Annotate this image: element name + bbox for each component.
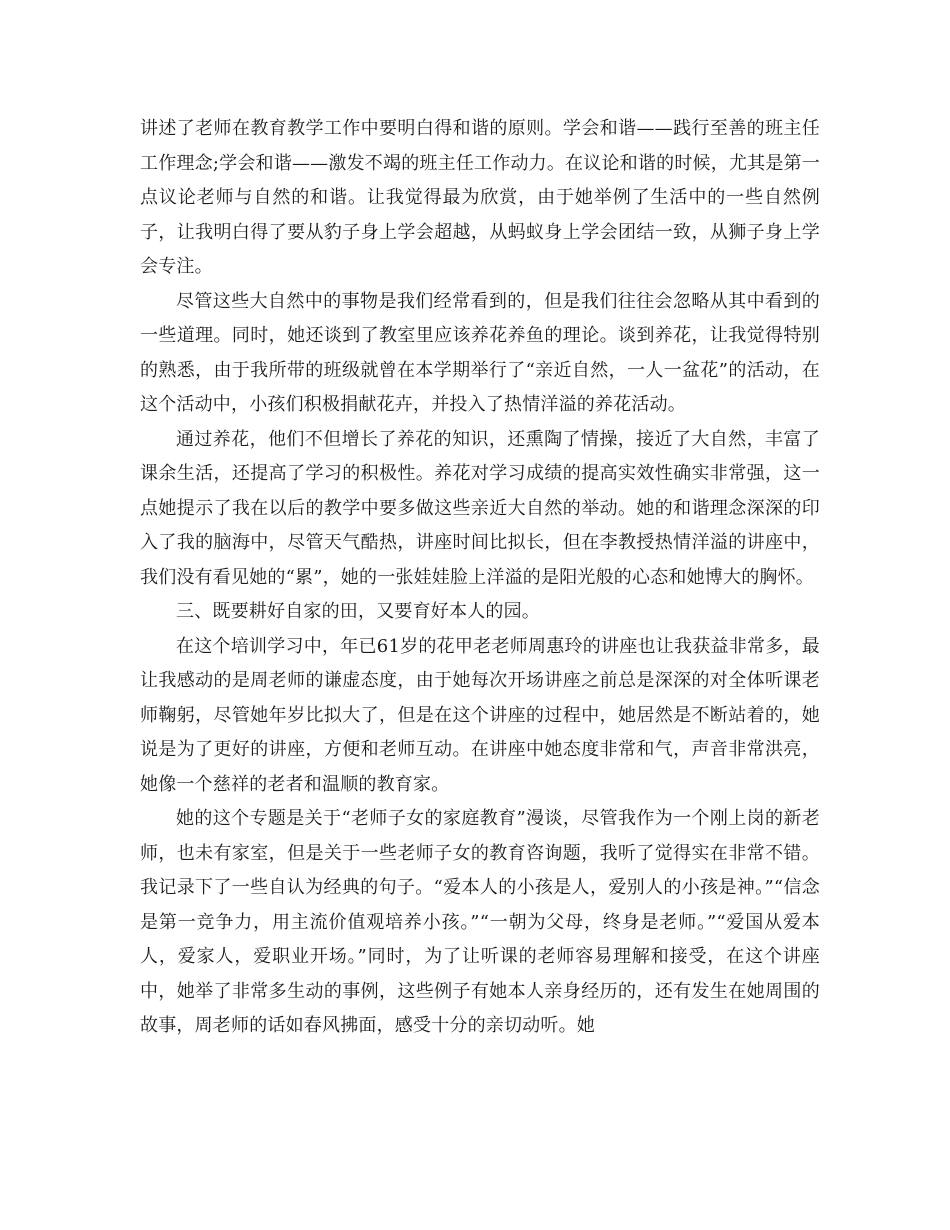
paragraph-2: 尽管这些大自然中的事物是我们经常看到的，但是我们往往会忽略从其中看到的一些道理。同时，她还谈到了教室里应该养花养鱼的理论。谈到养花，让我觉得特别的熟悉，由于我所带的班级就曾在本学期举行了“亲近自然，一人一盆花”的活动，在这个活动中，小孩们积极捐献花卉，并投入了热情洋溢的养花活动。 bbox=[140, 290, 820, 415]
paragraph-3: 通过养花，他们不但增长了养花的知识，还熏陶了情操，接近了大自然，丰富了课余生活，还提高了学习的积极性。养花对学习成绩的提高实效性确实非常强，这一点她提示了我在以后的教学中要多做这些亲近大自然的举动。她的和谐理念深深的印入了我的脑海中，尽管天气酷热，讲座时间比拟长，但在李教授热情洋溢的讲座中，我们没有看见她的“累”，她的一张娃娃脸上洋溢的是阳光般的心态和她博大的胸怀。 bbox=[140, 428, 820, 588]
paragraph-4: 在这个培训学习中，年已61岁的花甲老老师周惠玲的讲座也让我获益非常多，最让我感动的是周老师的谦虚态度，由于她每次开场讲座之前总是深深的对全体听课老师鞠躬，尽管她年岁比拟大了，但是在这个讲座的过程中，她居然是不断站着的，她说是为了更好的讲座，方便和老师互动。在讲座中她态度非常和气，声音非常洪亮，她像一个慈祥的老者和温顺的教育家。 bbox=[140, 635, 820, 795]
section-heading: 三、既要耕好自家的田，又要育好本人的园。 bbox=[176, 601, 540, 622]
document-body bbox=[140, 112, 820, 1044]
paragraph-5: 她的这个专题是关于“老师子女的家庭教育”漫谈，尽管我作为一个刚上岗的新老师，也未有家室，但是关于一些老师子女的教育咨询题，我听了觉得实在非常不错。我记录下了一些自认为经典的句子。“爱本人的小孩是人，爱别人的小孩是神。”“信念是第一竞争力，用主流价值观培养小孩。”“一朝为父母，终身是老师。”“爱国从爱本人，爱家人，爱职业开场。”同时，为了让听课的老师容易理解和接受，在这个讲座中，她举了非常多生动的事例，这些例子有她本人亲身经历的，还有发生在她周围的故事，周老师的话如春风拂面，感受十分的亲切动听。她 bbox=[140, 808, 820, 1036]
paragraph-1: 讲述了老师在教育教学工作中要明白得和谐的原则。学会和谐——践行至善的班主任工作理念;学会和谐——激发不竭的班主任工作动力。在议论和谐的时候，尤其是第一点议论老师与自然的和谐。让我觉得最为欣赏，由于她举例了生活中的一些自然例子，让我明白得了要从豹子身上学会超越，从蚂蚁身上学会团结一致，从狮子身上学会专注。 bbox=[140, 118, 820, 277]
